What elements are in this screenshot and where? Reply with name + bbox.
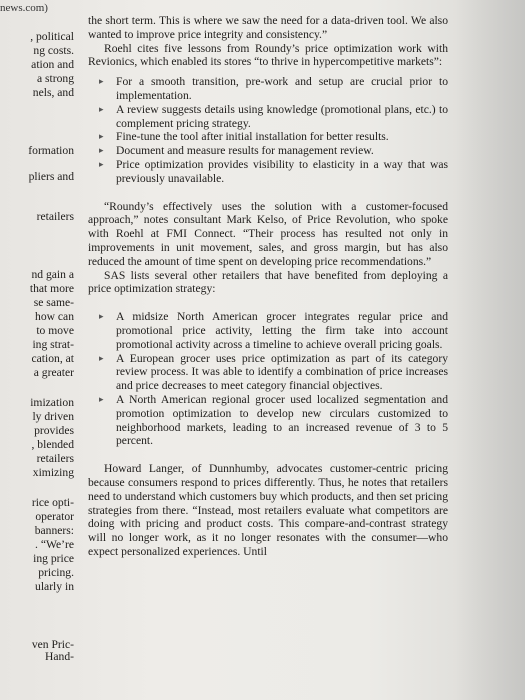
- bullet-item: [99, 392, 448, 448]
- bullet-text: For a smooth transition, pre-work and setup are crucial prior to implementation.: [116, 75, 448, 102]
- left-fragment-line: how can: [35, 310, 74, 323]
- left-fragment-line: formation: [28, 144, 74, 157]
- bullet-text: A European grocer uses price optimization as part of its category review process. It was able to identify a combination of price increases and price decreases to meet category financial objectives.: [116, 351, 448, 393]
- left-fragment-line: se same-: [33, 296, 74, 309]
- left-fragment-line: ximizing: [32, 466, 74, 479]
- left-fragment-line: nels, and: [32, 86, 74, 99]
- triangle-bullet-icon: ▸: [99, 158, 104, 169]
- bullet-item: [99, 75, 448, 103]
- left-fragment-line: Hand-: [45, 650, 74, 663]
- bullet-item: [99, 144, 448, 158]
- left-column-fragment: [0, 0, 78, 700]
- left-fragment-line: ing strat-: [32, 338, 74, 351]
- examples-list: [88, 310, 448, 448]
- left-fragment-line: operator: [35, 510, 74, 523]
- left-fragment-line: a greater: [33, 366, 74, 379]
- main-column: [88, 14, 448, 559]
- left-fragment-line: to move: [36, 324, 74, 337]
- bullet-text: A midsize North American grocer integrates regular price and promotional price activity, letting the firm take into account promotional activity across a timeline to achieve overall pricing goals.: [116, 310, 448, 351]
- paragraph-3: “Roundy’s effectively uses the solution with a customer-focused approach,” notes consultant Mark Kelso, of Price Revolution, who spoke with Roehl at FMI Connect. “Their process has resulted not only in improvements in unit movement, sales, and gross margin, but has also reduced the amount of time spent on developing price recommendations.”: [88, 199, 448, 268]
- paragraph-4: SAS lists several other retailers that have benefited from deploying a price optimization strategy:: [88, 268, 448, 296]
- left-fragment-line: ven Pric-: [31, 638, 74, 651]
- paragraph-1: the short term. This is where we saw the need for a data-driven tool. We also wanted to improve price integrity and consistency.”: [88, 14, 448, 41]
- left-fragment-line: that more: [29, 282, 74, 295]
- left-fragment-line: , political: [30, 30, 74, 43]
- page-curl-shadow: [455, 0, 525, 700]
- bullet-text: A North American regional grocer used localized segmentation and promotion optimization to develop new circulars customized to neighborhood markets, leading to an increased revenue of 3 to 5 percent.: [116, 392, 448, 448]
- left-fragment-line: retailers: [36, 452, 74, 465]
- bullet-text: A review suggests details using knowledge (promotional plans, etc.) to complement pricing strategy.: [116, 102, 448, 130]
- triangle-bullet-icon: ▸: [99, 393, 104, 404]
- left-fragment-line: imization: [30, 396, 74, 409]
- triangle-bullet-icon: ▸: [99, 352, 104, 363]
- triangle-bullet-icon: ▸: [99, 311, 104, 322]
- header-snippet: news.com): [0, 2, 48, 14]
- lessons-list: [88, 75, 448, 185]
- left-fragment-line: a strong: [36, 72, 74, 85]
- triangle-bullet-icon: ▸: [99, 145, 104, 156]
- left-fragment-line: cation, at: [31, 352, 74, 365]
- left-fragment-line: banners:: [34, 524, 74, 537]
- left-fragment-line: rice opti-: [31, 496, 74, 509]
- left-fragment-line: nd gain a: [31, 268, 74, 281]
- left-fragment-line: ing price: [33, 552, 74, 565]
- left-fragment-line: . “We’re: [35, 538, 74, 551]
- bullet-text: Price optimization provides visibility to elasticity in a way that was previously unavailable.: [116, 157, 448, 185]
- left-fragment-line: provides: [34, 424, 74, 437]
- left-fragment-line: pricing.: [38, 566, 74, 579]
- bullet-text: Document and measure results for management review.: [116, 144, 374, 158]
- bullet-item: [99, 157, 448, 186]
- triangle-bullet-icon: ▸: [99, 103, 104, 114]
- bullet-text: Fine-tune the tool after initial installation for better results.: [116, 130, 389, 144]
- paragraph-5: Howard Langer, of Dunnhumby, advocates customer-centric pricing because consumers respond to prices differently. Thus, he notes that retailers need to understand which customers buy which products, and then set pricing strategies from there. “Instead, most retailers evaluate what competitors are doing with pricing and product costs. This compare-and-contrast strategy will no longer work, as it no longer resonates with the consumer—who expect personalized experiences. Until: [88, 462, 448, 558]
- left-fragment-line: , blended: [31, 438, 74, 451]
- bullet-item: [99, 102, 448, 131]
- left-fragment-line: ly driven: [32, 410, 74, 423]
- left-fragment-line: ng costs.: [33, 44, 74, 57]
- triangle-bullet-icon: ▸: [99, 76, 104, 87]
- paragraph-2: Roehl cites five lessons from Roundy’s price optimization work with Revionics, which enabled its stores “to thrive in hypercompetitive markets”:: [88, 41, 448, 69]
- left-fragment-line: retailers: [36, 210, 74, 223]
- bullet-item: [99, 130, 448, 144]
- left-fragment-line: ularly in: [35, 580, 74, 593]
- triangle-bullet-icon: ▸: [99, 131, 104, 142]
- left-fragment-line: pliers and: [28, 170, 74, 183]
- bullet-item: [99, 310, 448, 351]
- left-fragment-line: ation and: [31, 58, 74, 71]
- bullet-item: [99, 351, 448, 393]
